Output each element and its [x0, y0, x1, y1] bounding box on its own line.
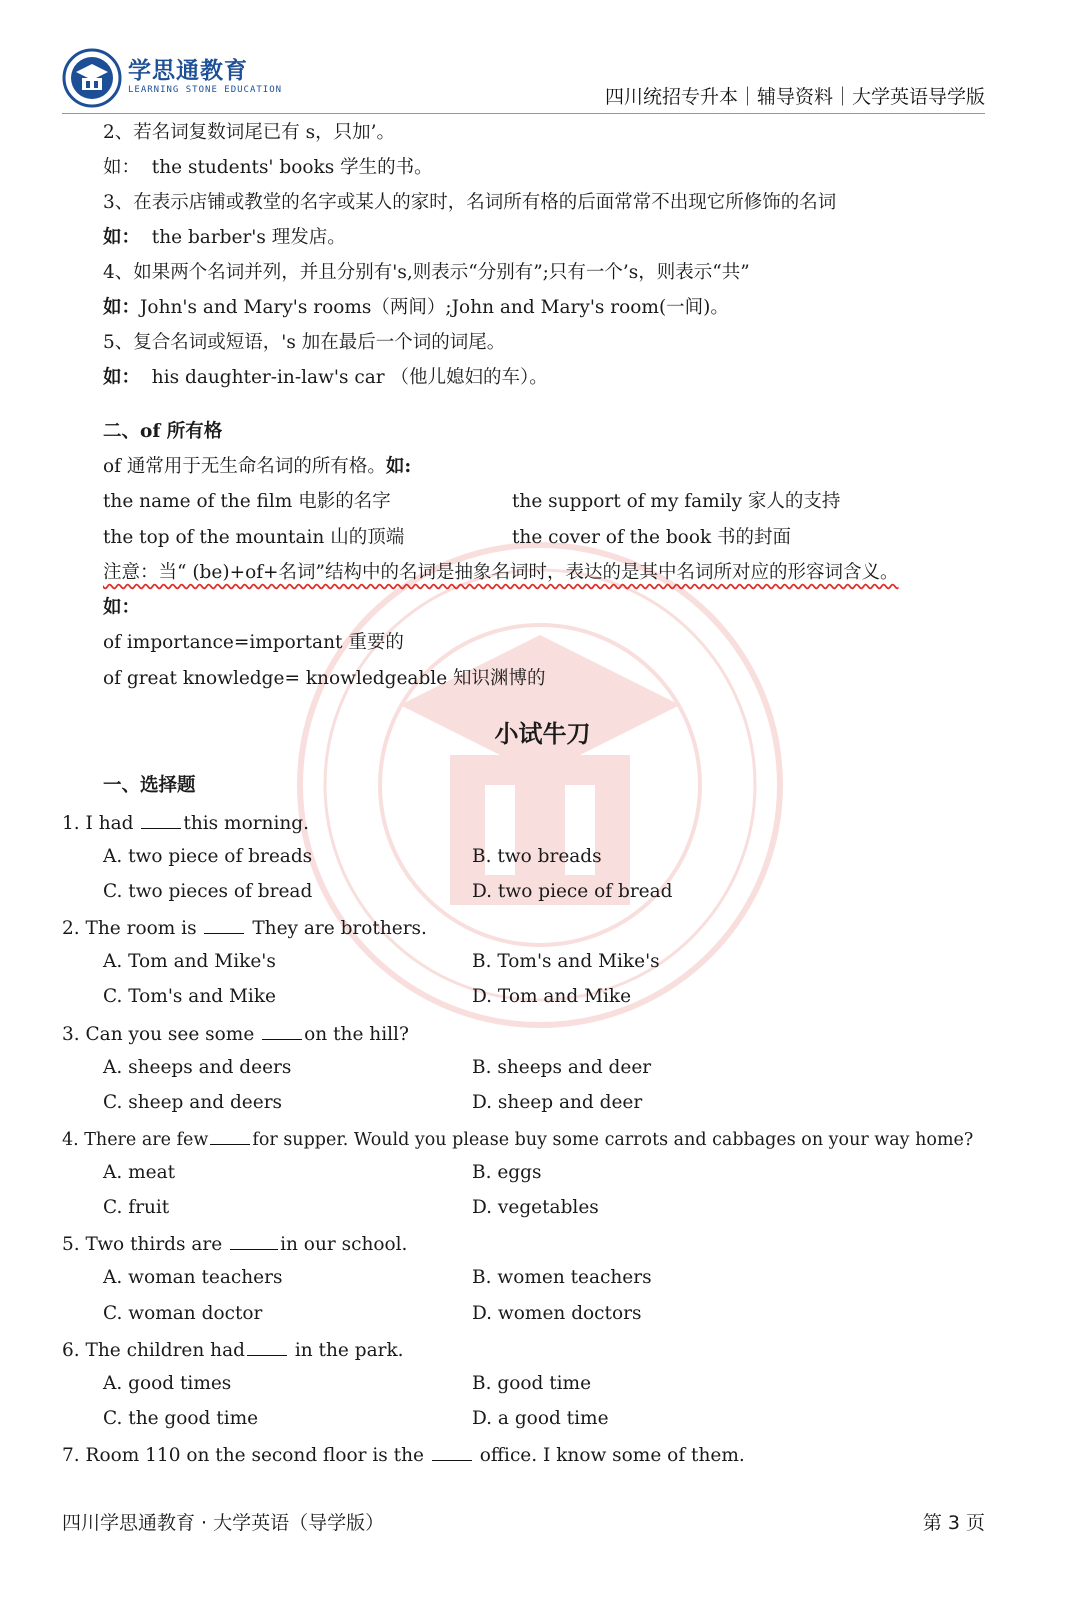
question-text: 6. The children had [62, 1340, 245, 1361]
question-6 [62, 1337, 404, 1363]
question-text: 1. I had [62, 813, 140, 834]
option: B. women teachers [472, 1267, 652, 1288]
header-title: 四川统招专升本｜辅导资料｜大学英语导学版 [604, 86, 985, 108]
answer-blank [210, 1126, 250, 1145]
brand-name-en: LEARNING STONE EDUCATION [128, 85, 283, 95]
practice-title: 小试牛刀 [494, 720, 591, 748]
question-text: They are brothers. [246, 918, 427, 939]
of-example: the name of the film 电影的名字 [103, 491, 391, 512]
option: D. women doctors [472, 1303, 642, 1324]
answer-blank [230, 1231, 278, 1250]
brand-name: 学思通教育 [128, 58, 248, 84]
option: A. good times [103, 1373, 232, 1394]
question-text: 4. There are few [62, 1130, 209, 1150]
option: A. two piece of breads [103, 846, 313, 867]
question-text: on the hill? [304, 1024, 409, 1045]
question-text: for supper. Would you please buy some carrots and cabbages on your way home? [252, 1130, 974, 1150]
question-text: 2. The room is [62, 918, 203, 939]
question-5 [62, 1231, 407, 1257]
option: B. good time [472, 1373, 592, 1394]
rule-5: 5、复合名词或短语，'s 加在最后一个词的词尾。 [103, 332, 506, 353]
option: D. sheep and deer [472, 1092, 643, 1113]
example-text: the barber's 理发店。 [151, 227, 346, 248]
option: C. woman doctor [103, 1303, 263, 1324]
question-text: in our school. [280, 1234, 408, 1255]
option: A. Tom and Mike's [103, 951, 276, 972]
option: B. sheeps and deer [472, 1057, 652, 1078]
note-text: 注意：当“ (be)+of+名词”结构中的名词是抽象名词时，表达的是其中名词所对应的形容词含义。 [103, 562, 899, 583]
question-text: 5. Two thirds are [62, 1234, 229, 1255]
rule-4: 4、如果两个名词并列，并且分别有's,则表示“分别有”;只有一个’s，则表示“共” [103, 262, 750, 283]
option: B. Tom's and Mike's [472, 951, 660, 972]
option: A. meat [103, 1162, 176, 1183]
note-example: of great knowledge= knowledgeable 知识渊博的 [103, 668, 546, 689]
rule-2: 2、若名词复数词尾已有 s，只加’。 [103, 122, 396, 143]
of-example: the top of the mountain 山的顶端 [103, 527, 405, 548]
example-label: 如： [103, 297, 141, 318]
answer-blank [204, 915, 244, 934]
page-number: 第 3 页 [922, 1512, 985, 1534]
example-label: 如： [103, 227, 141, 248]
option: D. two piece of bread [472, 881, 673, 902]
choice-section-heading: 一、选择题 [103, 775, 196, 796]
example-label: 如： [103, 367, 141, 388]
option: C. sheep and deers [103, 1092, 283, 1113]
example-label: 如: [385, 456, 412, 477]
option: C. the good time [103, 1408, 259, 1429]
answer-blank [432, 1442, 472, 1461]
question-3 [62, 1021, 409, 1047]
of-example: the support of my family 家人的支持 [512, 491, 841, 512]
rule-5-example [103, 366, 548, 390]
question-4 [62, 1126, 973, 1152]
rule-2-example [103, 156, 433, 180]
option: C. Tom's and Mike [103, 986, 276, 1007]
question-text: in the park. [288, 1340, 404, 1361]
rule-3-example [103, 226, 346, 250]
question-text: office. I know some of them. [473, 1445, 745, 1466]
of-possessive-heading: 二、of 所有格 [103, 421, 223, 442]
footer-title: 四川学思通教育 · 大学英语（导学版） [62, 1512, 385, 1534]
rule-3: 3、在表示店铺或教堂的名字或某人的家时，名词所有格的后面常常不出现它所修饰的名词 [103, 192, 837, 213]
rule-4-example [103, 296, 729, 320]
example-text: the students' books 学生的书。 [151, 157, 433, 178]
question-text: 7. Room 110 on the second floor is the [62, 1445, 430, 1466]
answer-blank [141, 810, 181, 829]
example-text: his daughter-in-law's car （他儿媳妇的车）。 [151, 367, 548, 388]
header-divider [62, 113, 985, 114]
option: D. vegetables [472, 1197, 599, 1218]
answer-blank [262, 1021, 302, 1040]
question-7 [62, 1442, 745, 1468]
example-text: John's and Mary's rooms（两间）;John and Mary's room(一间)。 [140, 297, 729, 318]
brand-logo-icon [62, 48, 122, 108]
of-intro [103, 455, 411, 479]
answer-blank [247, 1337, 287, 1356]
question-2 [62, 915, 427, 941]
option: B. eggs [472, 1162, 542, 1183]
option: A. sheeps and deers [103, 1057, 292, 1078]
question-text: 3. Can you see some [62, 1024, 261, 1045]
question-text: this morning. [183, 813, 310, 834]
note-example: of importance=important 重要的 [103, 632, 404, 653]
of-intro-text: of 通常用于无生命名词的所有格。 [103, 456, 386, 477]
option: B. two breads [472, 846, 602, 867]
option: C. fruit [103, 1197, 170, 1218]
option: D. Tom and Mike [472, 986, 632, 1007]
option: C. two pieces of bread [103, 881, 313, 902]
question-1 [62, 810, 309, 836]
of-example: the cover of the book 书的封面 [512, 527, 792, 548]
option: D. a good time [472, 1408, 609, 1429]
note-example-label: 如： [103, 597, 141, 618]
option: A. woman teachers [103, 1267, 283, 1288]
example-label: 如： [103, 157, 141, 178]
